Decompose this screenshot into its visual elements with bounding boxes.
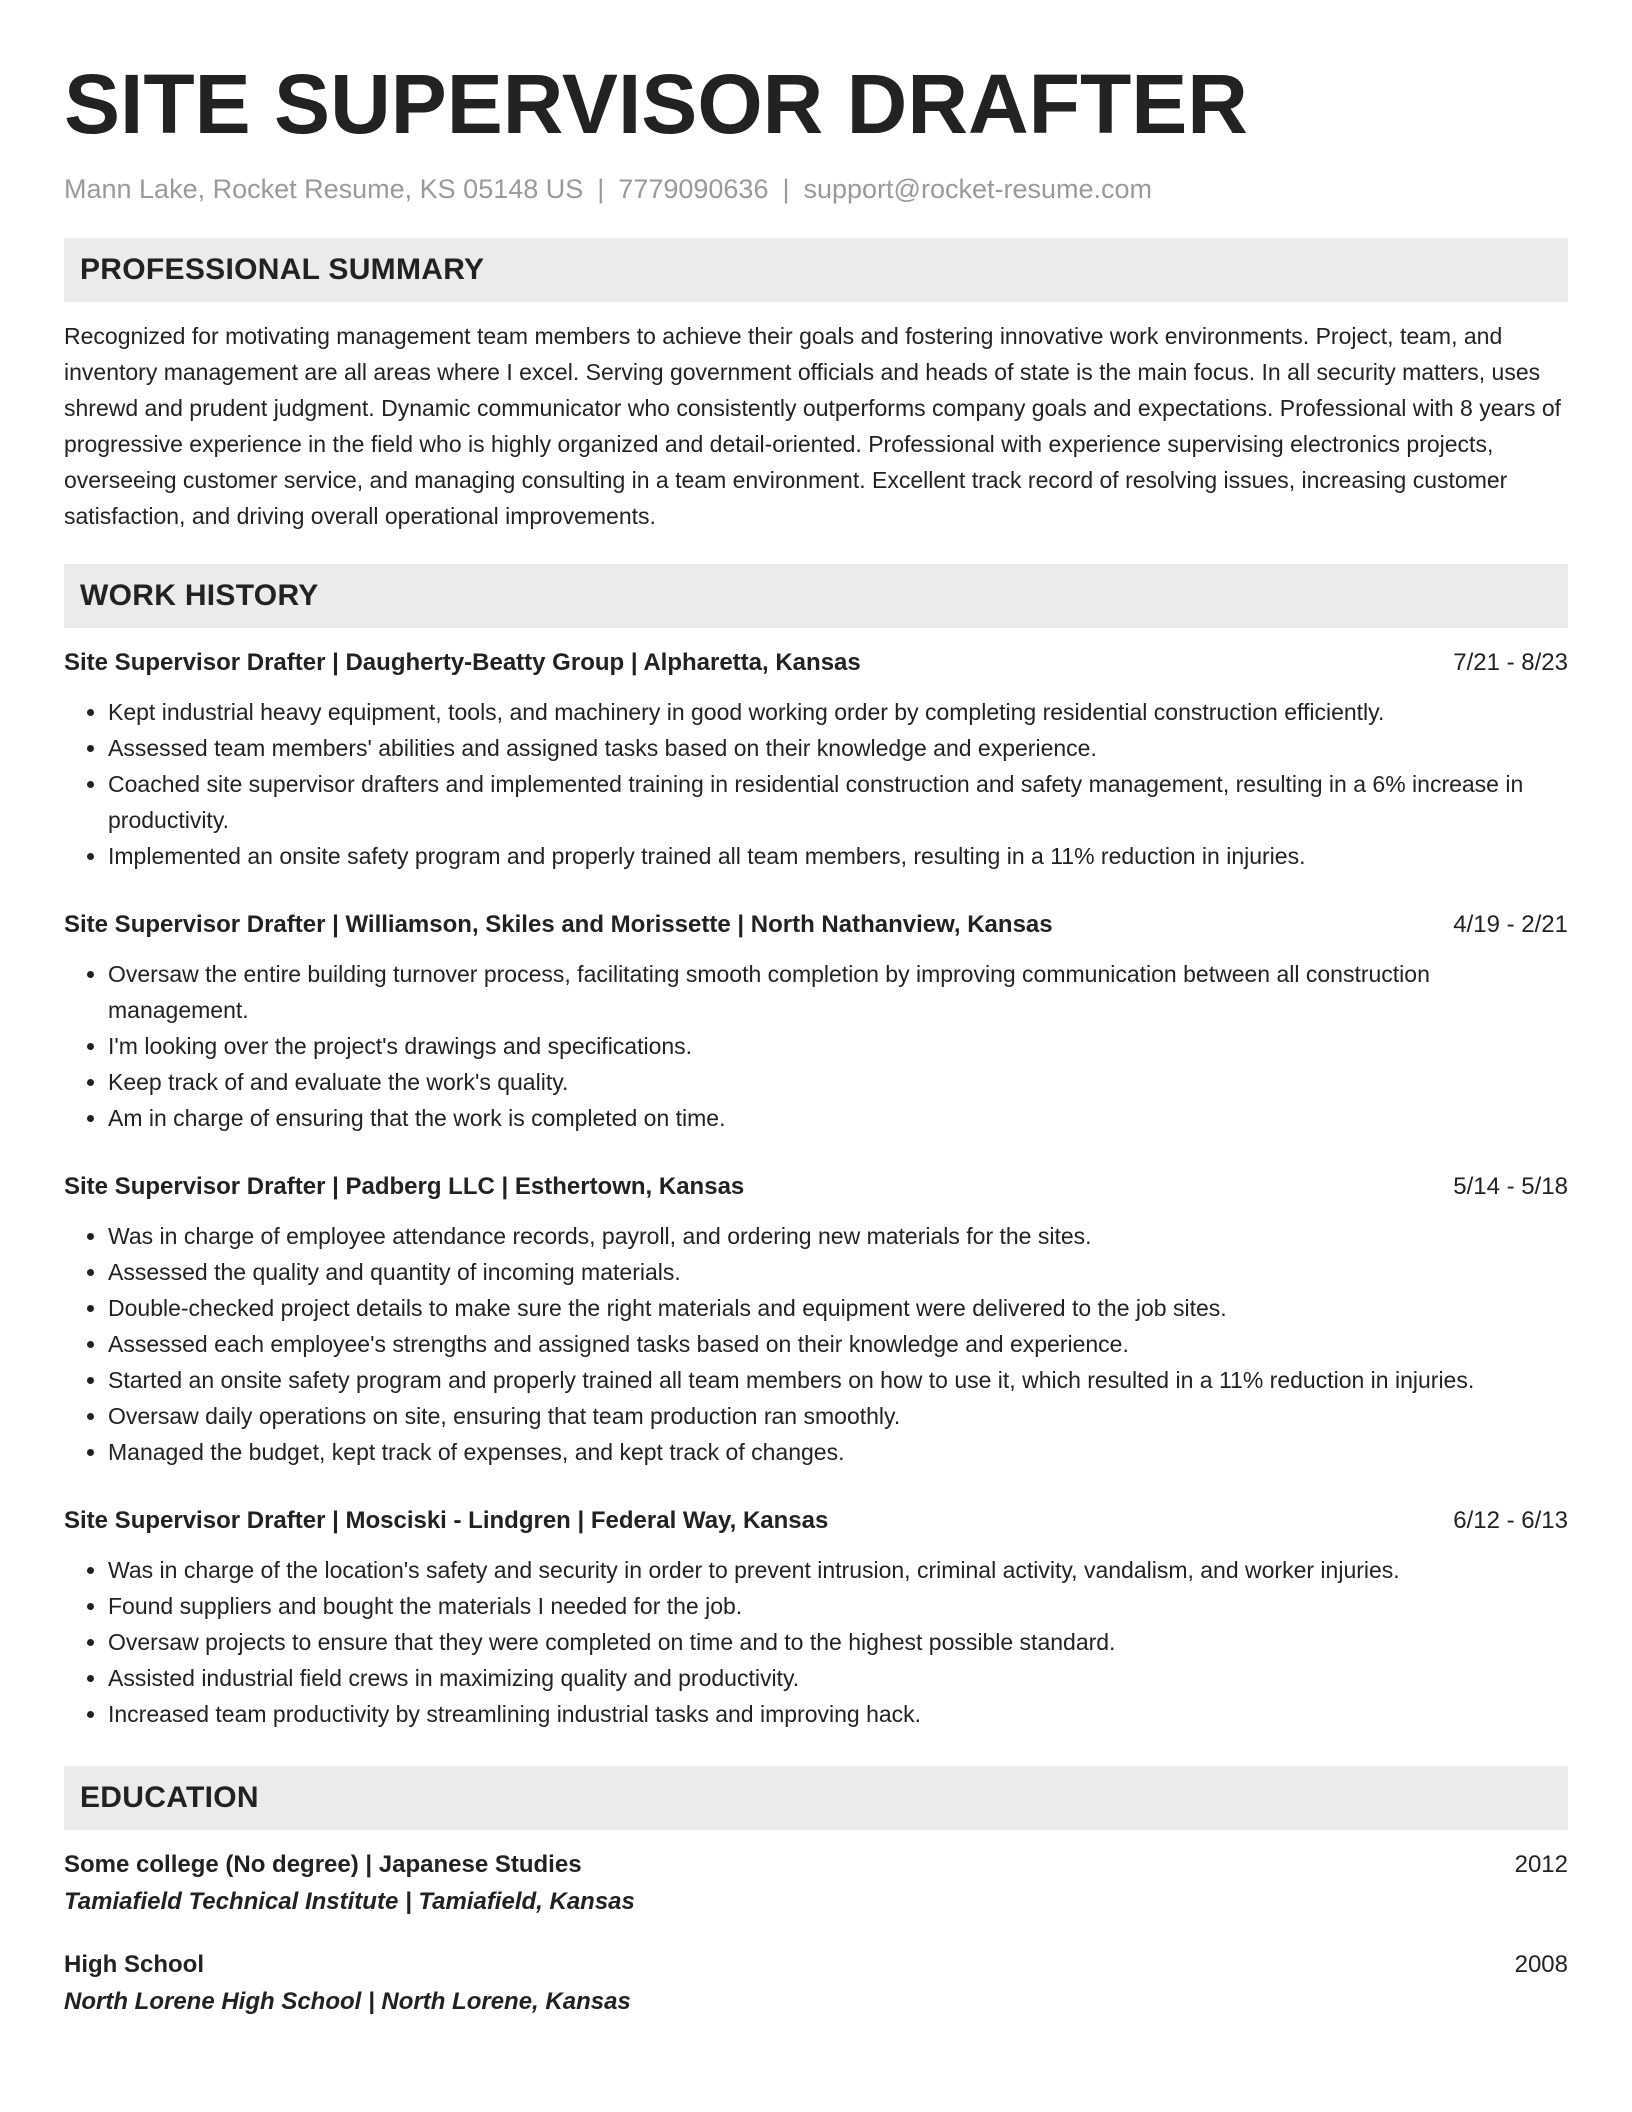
contact-email: support@rocket-resume.com <box>803 174 1153 204</box>
contact-separator: | <box>597 174 605 204</box>
job-bullet: • Was in charge of employee attendance records, payroll, and ordering new materials for the sites. <box>108 1218 1568 1254</box>
job-dates: 7/21 - 8/23 <box>1453 649 1568 676</box>
job-dates: 4/19 - 2/21 <box>1453 911 1568 938</box>
resume-page <box>64 56 1568 2022</box>
section-heading-education: EDUCATION <box>64 1766 1568 1830</box>
education-school: North Lorene High School | North Lorene, Kansas <box>64 1988 631 2015</box>
job-entry <box>64 908 1568 1136</box>
education-degree: High School <box>64 1951 204 1978</box>
education-entry <box>64 1848 1568 1922</box>
job-bullet: • I'm looking over the project's drawings and specifications. <box>108 1028 1568 1064</box>
section-heading-summary: PROFESSIONAL SUMMARY <box>64 238 1568 302</box>
contact-address: Mann Lake, Rocket Resume, KS 05148 US <box>64 174 584 204</box>
job-bullet: • Oversaw daily operations on site, ensuring that team production ran smoothly. <box>108 1398 1568 1434</box>
job-header <box>64 908 1568 942</box>
section-heading-work-history: WORK HISTORY <box>64 564 1568 628</box>
education-entry <box>64 1948 1568 2022</box>
job-bullet: • Coached site supervisor drafters and implemented training in residential construction and safety management, resulting in a 6% increase in productivity. <box>108 766 1568 838</box>
education-school: Tamiafield Technical Institute | Tamiafield, Kansas <box>64 1888 635 1915</box>
job-header <box>64 1504 1568 1538</box>
job-bullet: • Assisted industrial field crews in maximizing quality and productivity. <box>108 1660 1568 1696</box>
job-bullet: • Assessed team members' abilities and assigned tasks based on their knowledge and experience. <box>108 730 1568 766</box>
job-title: Site Supervisor Drafter | Mosciski - Lindgren | Federal Way, Kansas <box>64 1507 829 1534</box>
job-header <box>64 1170 1568 1204</box>
contact-phone: 7779090636 <box>618 174 769 204</box>
job-dates: 6/12 - 6/13 <box>1453 1507 1568 1534</box>
job-bullet: • Assessed each employee's strengths and assigned tasks based on their knowledge and experience. <box>108 1326 1568 1362</box>
job-bullet-list <box>64 956 1568 1136</box>
job-bullet: • Oversaw the entire building turnover process, facilitating smooth completion by improving communication between all construction management. <box>108 956 1568 1028</box>
contact-separator: | <box>782 174 790 204</box>
job-title: Site Supervisor Drafter | Daugherty-Beatty Group | Alpharetta, Kansas <box>64 649 861 676</box>
candidate-name: SITE SUPERVISOR DRAFTER <box>64 57 1248 151</box>
job-entry <box>64 1504 1568 1732</box>
education-header <box>64 1948 1568 1982</box>
education-header <box>64 1848 1568 1882</box>
job-title: Site Supervisor Drafter | Williamson, Skiles and Morissette | North Nathanview, Kansas <box>64 911 1053 938</box>
job-bullet: • Found suppliers and bought the materials I needed for the job. <box>108 1588 1568 1624</box>
job-bullet-list <box>64 1218 1568 1470</box>
job-bullet: • Oversaw projects to ensure that they were completed on time and to the highest possible standard. <box>108 1624 1568 1660</box>
job-bullet: • Implemented an onsite safety program and properly trained all team members, resulting in a 11% reduction in injuries. <box>108 838 1568 874</box>
job-bullet: • Started an onsite safety program and properly trained all team members on how to use it, which resulted in a 11% reduction in injuries. <box>108 1362 1568 1398</box>
job-dates: 5/14 - 5/18 <box>1453 1173 1568 1200</box>
job-entry <box>64 646 1568 874</box>
education-year: 2012 <box>1514 1851 1568 1878</box>
job-bullet-list <box>64 694 1568 874</box>
job-bullet: • Assessed the quality and quantity of incoming materials. <box>108 1254 1568 1290</box>
job-header <box>64 646 1568 680</box>
job-title: Site Supervisor Drafter | Padberg LLC | Esthertown, Kansas <box>64 1173 745 1200</box>
job-bullet: • Keep track of and evaluate the work's quality. <box>108 1064 1568 1100</box>
job-bullet: • Was in charge of the location's safety and security in order to prevent intrusion, criminal activity, vandalism, and worker injuries. <box>108 1552 1568 1588</box>
job-bullet: • Increased team productivity by streamlining industrial tasks and improving hack. <box>108 1696 1568 1732</box>
job-bullet: • Managed the budget, kept track of expenses, and kept track of changes. <box>108 1434 1568 1470</box>
job-entry <box>64 1170 1568 1470</box>
job-bullet: • Am in charge of ensuring that the work is completed on time. <box>108 1100 1568 1136</box>
summary-text: Recognized for motivating management team members to achieve their goals and fostering innovative work environments. Project, team, and inventory management are all areas where I excel. Serving government officials and heads of state is the main focus. In all security matters, uses shrewd and prudent judgment. Dynamic communicator who consistently outperforms company goals and expectations. Professional with 8 years of progressive experience in the field who is highly organized and detail-oriented. Professional with experience supervising electronics projects, overseeing customer service, and managing consulting in a team environment. Excellent track record of resolving issues, increasing customer satisfaction, and driving overall operational improvements. <box>64 323 1562 529</box>
job-bullet: • Kept industrial heavy equipment, tools, and machinery in good working order by completing residential construction efficiently. <box>108 694 1568 730</box>
education-year: 2008 <box>1514 1951 1568 1978</box>
job-bullet: • Double-checked project details to make sure the right materials and equipment were delivered to the job sites. <box>108 1290 1568 1326</box>
education-degree: Some college (No degree) | Japanese Studies <box>64 1851 582 1878</box>
contact-line <box>64 172 1568 206</box>
job-bullet-list <box>64 1552 1568 1732</box>
